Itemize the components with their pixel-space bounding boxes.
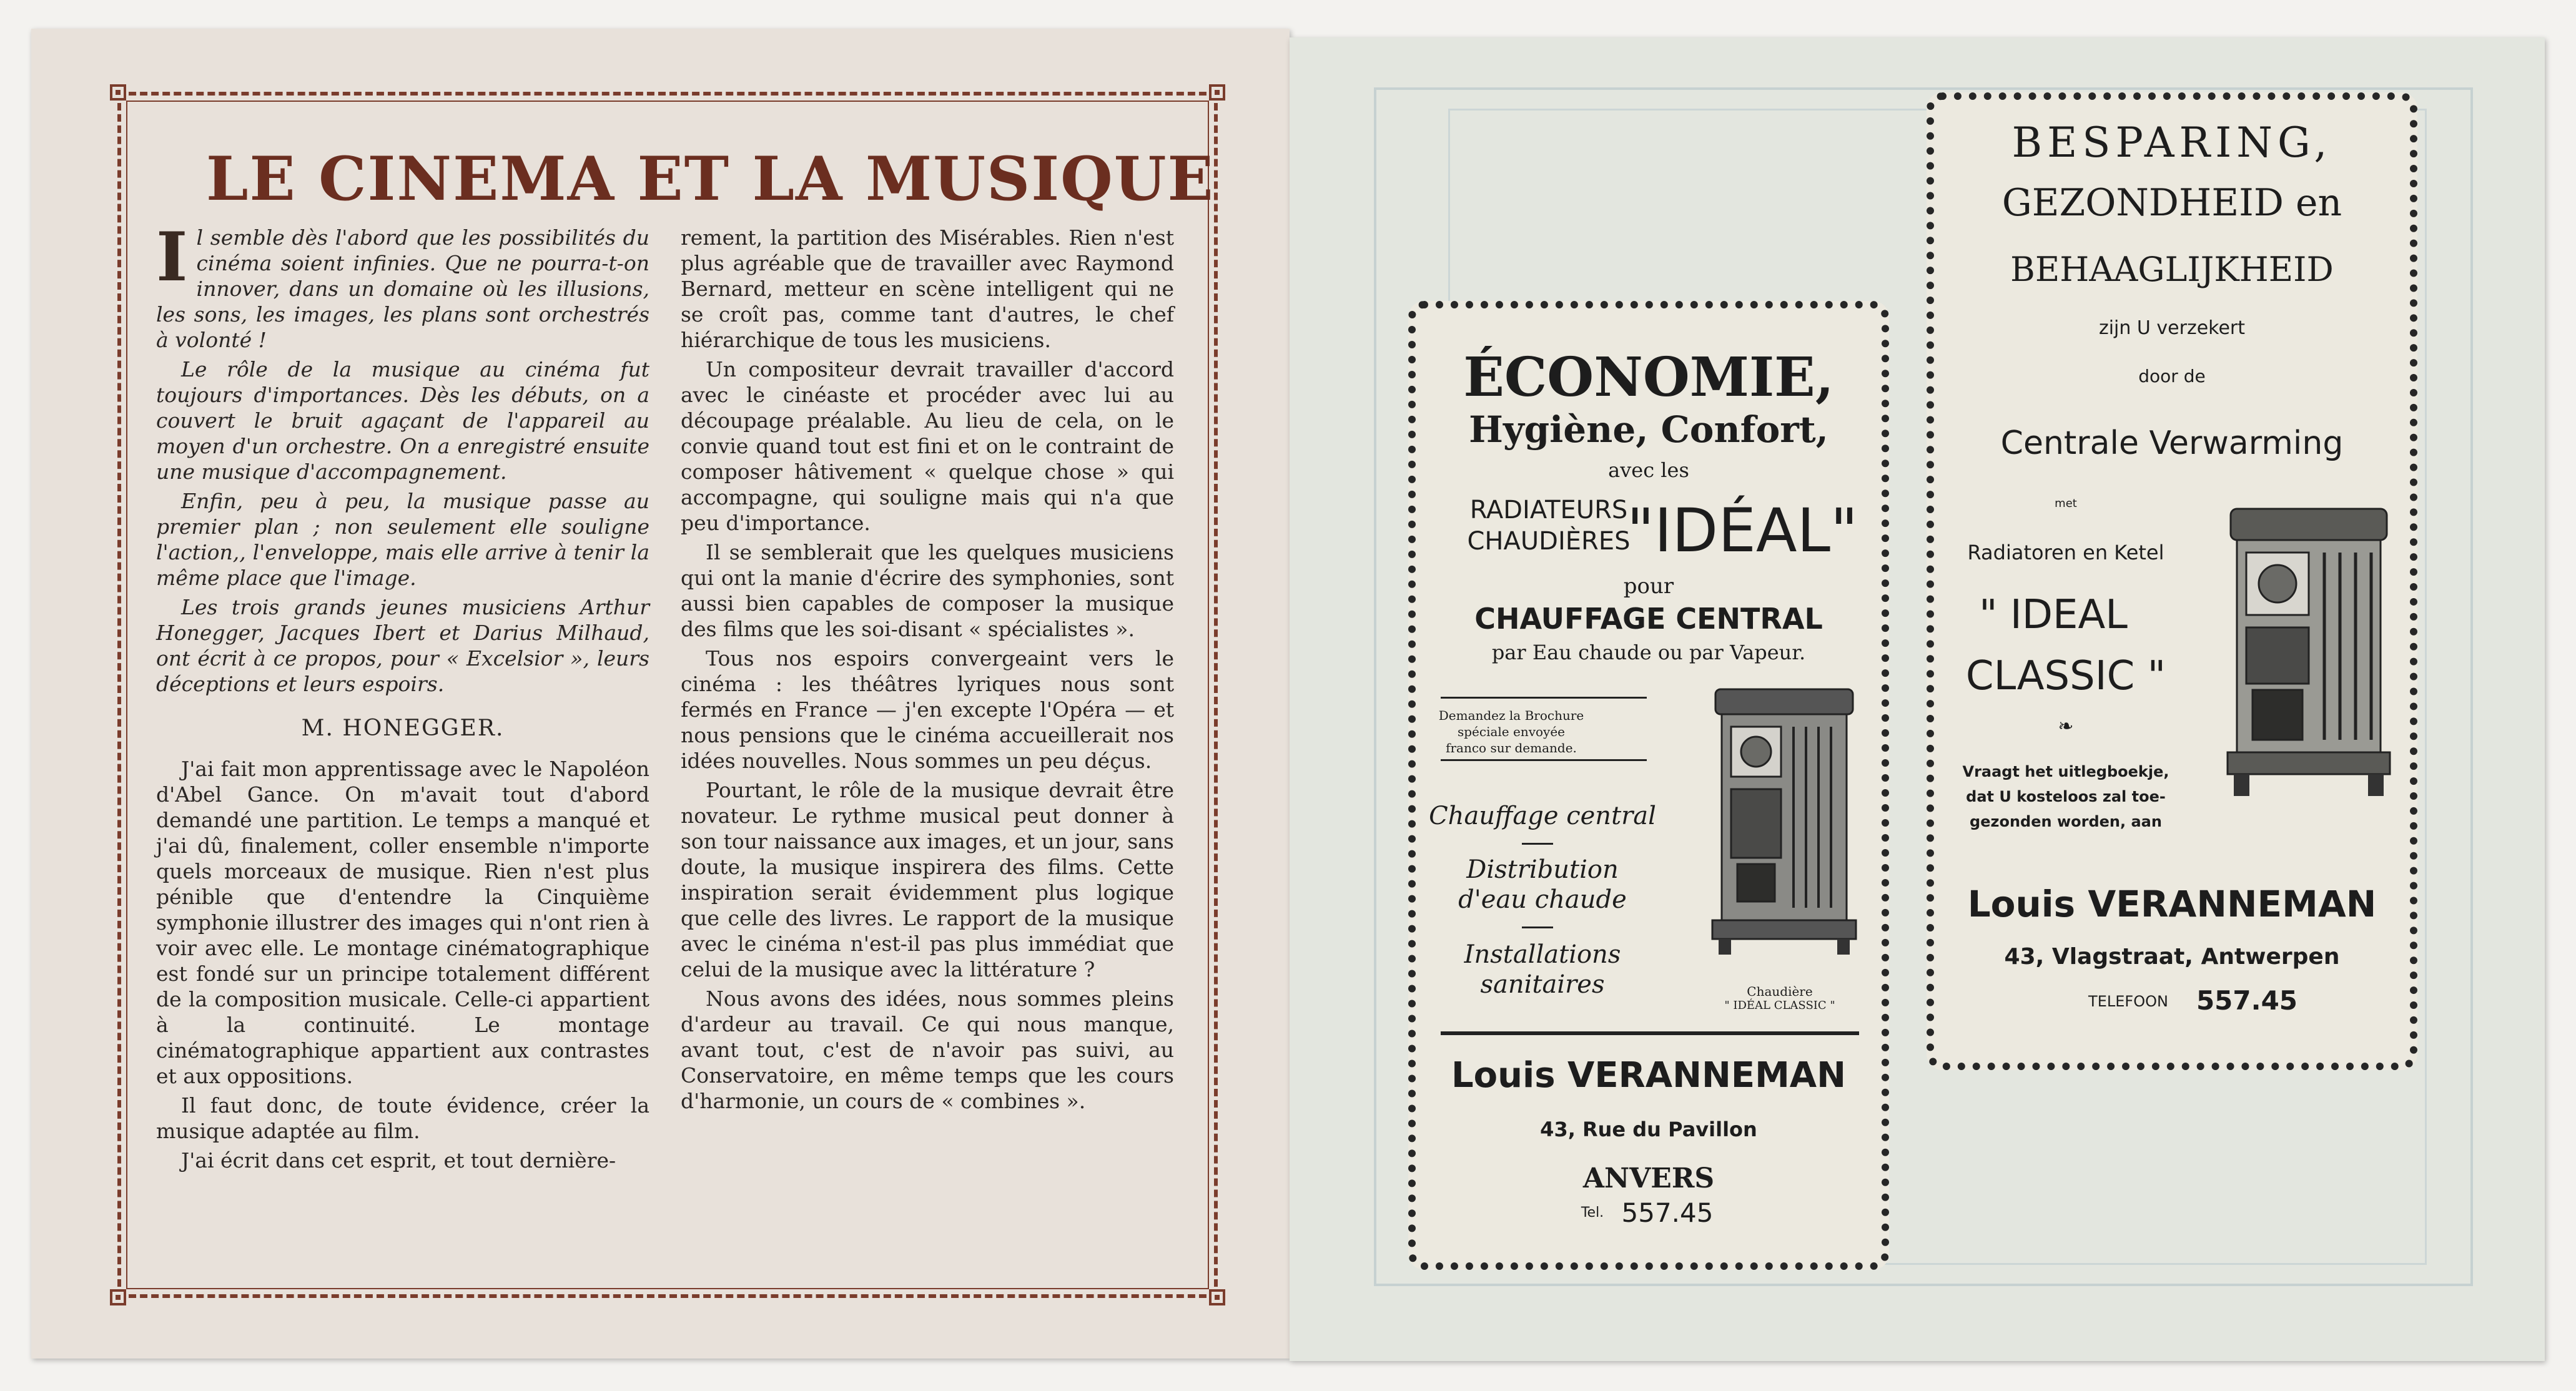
ad-headline: ÉCONOMIE, [1463,346,1834,409]
dealer-address: 43, Rue du Pavillon [1540,1118,1757,1141]
ad-text: CHAUDIÈRES [1467,527,1631,556]
ad-text: spéciale envoyée [1457,724,1566,739]
intro-paragraph: Enfin, peu à peu, la musique passe au premier plan ; non seulement elle souligne l'action,, l'enveloppe, mais elle arrive à tenir la même place que l'image. [156,489,649,590]
ad-text: gezonden worden, aan [1970,813,2162,830]
article-column-2 [681,225,1174,1118]
ad-list-item: Chauffage central [1429,802,1656,830]
body-paragraph: Il faut donc, de toute évidence, créer la musique adaptée au film. [156,1093,649,1143]
corner-ornament [110,84,126,101]
ideal-ad-dutch [1927,92,2417,1070]
ornament: ❧ [2058,715,2074,737]
ad-text: par Eau chaude ou par Vapeur. [1491,641,1806,664]
dealer-name: Louis VERANNEMAN [1451,1055,1847,1096]
ad-text: zijn U verzekert [2098,317,2246,339]
dealer-phone: 557.45 [2196,985,2298,1016]
ad-text: Tel. [1581,1205,1604,1221]
ad-headline: BESPARING, [2011,119,2332,167]
corner-ornament [1209,1289,1225,1305]
boiler-illustration [2218,503,2399,802]
dealer-phone: 557.45 [1621,1197,1714,1228]
body-paragraph: Il se semblerait que les quelques musiciens qui ont la manie d'écrire des symphonies, sont aussi bien capables de composer la musique des films que les soi-disant « spécialistes ». [681,540,1174,641]
ad-headline: GEZONDHEID en [2001,181,2342,225]
ideal-classic-brand: " IDEAL [1979,592,2128,638]
ideal-ad-french [1408,301,1889,1270]
corner-ornament [110,1289,126,1305]
ad-text: TELEFOON [2088,993,2168,1010]
intro-paragraph: Les trois grands jeunes musiciens Arthur Honegger, Jacques Ibert et Darius Milhaud, ont écrit à ce propos, pour « Excelsior », leurs déceptions et leurs espoirs. [156,595,649,696]
ad-text: avec les [1608,458,1689,482]
ad-text: Centrale Verwarming [2000,425,2344,462]
article-column-1 [156,218,649,1177]
ad-text: franco sur demande. [1446,740,1577,755]
corner-ornament [1209,84,1225,101]
ad-text: RADIATEURS [1469,496,1628,524]
intro-paragraph: Le rôle de la musique au cinéma fut toujours d'importances. Dès les débuts, on a couvert le bruit agaçant de l'appareil au moyen d'un orchestre. On a enregistré ensuite une musique d'accompagnement. [156,357,649,484]
section-heading: M. HONEGGER. [301,715,505,741]
ad-text: pour [1623,574,1674,599]
article-title: LE CINEMA ET LA MUSIQUE [206,144,1215,214]
ad-text: door de [2138,366,2206,386]
ideal-classic-brand: CLASSIC " [1965,653,2166,699]
body-paragraph: Nous avons des idées, nous sommes pleins d'ardeur au travail. Ce qui nous manque, avant tout, c'est de n'avoir pas suivi, au Conservatoire, en même temps que les cours d'harmonie, un cours de « combines ». [681,986,1174,1113]
ad-list-item: Installations [1464,940,1621,969]
intro-paragraph: l semble dès l'abord que les possibilités du cinéma soient infinies. Que ne pourra-t-on innover, dans un domaine où les illusions, les sons, les images, les plans sont orchestrés à volonté ! [156,225,649,352]
ad-text: dat U kosteloos zal toe- [1966,788,2166,805]
body-paragraph: Tous nos espoirs convergeaint vers le cinéma : les théâtres lyriques nous sont fermés en France — j'en excepte l'Opéra — et nous pensions que le cinéma accueillerait nos idées nouvelles. Nous sommes un peu déçus. [681,646,1174,773]
ad-text: Radiatoren en Ketel [1967,541,2164,564]
divider [1441,1031,1859,1035]
ad-list-item: d'eau chaude [1458,885,1627,914]
body-paragraph: J'ai fait mon apprentissage avec le Napoléon d'Abel Gance. On m'avait tout d'abord demandé une partition. Le temps a manqué et j'ai dû, finalement, coller ensemble n'importe quels morceaux de musique. Rien n'est plus pénible que d'entendre la Cinquième symphonie illustrer des images qui n'ont rien à voir avec elle. Le montage cinématographique est fondé sur un principe totalement différent de la composition musicale. Celle-ci appartient à la continuité. Le montage cinématographique appartient aux contrastes et aux oppositions. [156,757,649,1088]
divider [1522,843,1553,845]
dealer-city: ANVERS [1582,1162,1715,1194]
ad-list-item: Distribution [1466,855,1619,884]
divider [1441,759,1647,761]
body-paragraph: Pourtant, le rôle de la musique devrait être novateur. Le rythme musical peut donner à son tour naissance aux images, et un jour, sans doute, la musique inspirera des films. Cette inspiration serait évidemment plus logique que celle des livres. Le rapport de la musique avec le cinéma n'est-il pas plus immédiat que celui de la musique avec la littérature ? [681,778,1174,981]
ad-subheadline: Hygiène, Confort, [1469,408,1828,451]
ad-text: met [2055,497,2077,510]
dealer-name: Louis VERANNEMAN [1967,883,2377,925]
body-paragraph: J'ai écrit dans cet esprit, et tout dernière- [181,1148,616,1172]
dealer-address: 43, Vlagstraat, Antwerpen [2004,944,2340,970]
divider [1522,927,1553,928]
ad-text: Vraagt het uitlegboekje, [1962,763,2169,780]
ideal-brand: "IDÉAL" [1626,496,1858,566]
ad-headline: BEHAAGLIJKHEID [2010,250,2334,289]
ad-list-item: sanitaires [1480,970,1605,999]
ad-text: Demandez la Brochure [1438,708,1584,723]
ad-text: CHAUFFAGE CENTRAL [1474,602,1823,636]
body-paragraph: Un compositeur devrait travailler d'accord avec le cinéaste et procéder avec lui au découpage préalable. Au lieu de cela, on le convie quand tout est fini et on le contraint de composer hâtivement « quelque chose » qui accompagne, qui souligne mais qui n'a que peu d'importance. [681,357,1174,535]
article-intro [156,218,649,697]
divider [1441,697,1647,699]
drop-cap: I [156,218,188,297]
ad-text: " IDÉAL CLASSIC " [1724,999,1835,1012]
ad-text: Chaudière [1747,984,1813,999]
body-paragraph: rement, la partition des Misérables. Rien n'est plus agréable que de travailler avec Raymond Bernard, metteur en scène intelligent qui ne se croît pas, comme tant d'autres, le chef hiérarchique de tous les musiciens. [681,225,1174,352]
